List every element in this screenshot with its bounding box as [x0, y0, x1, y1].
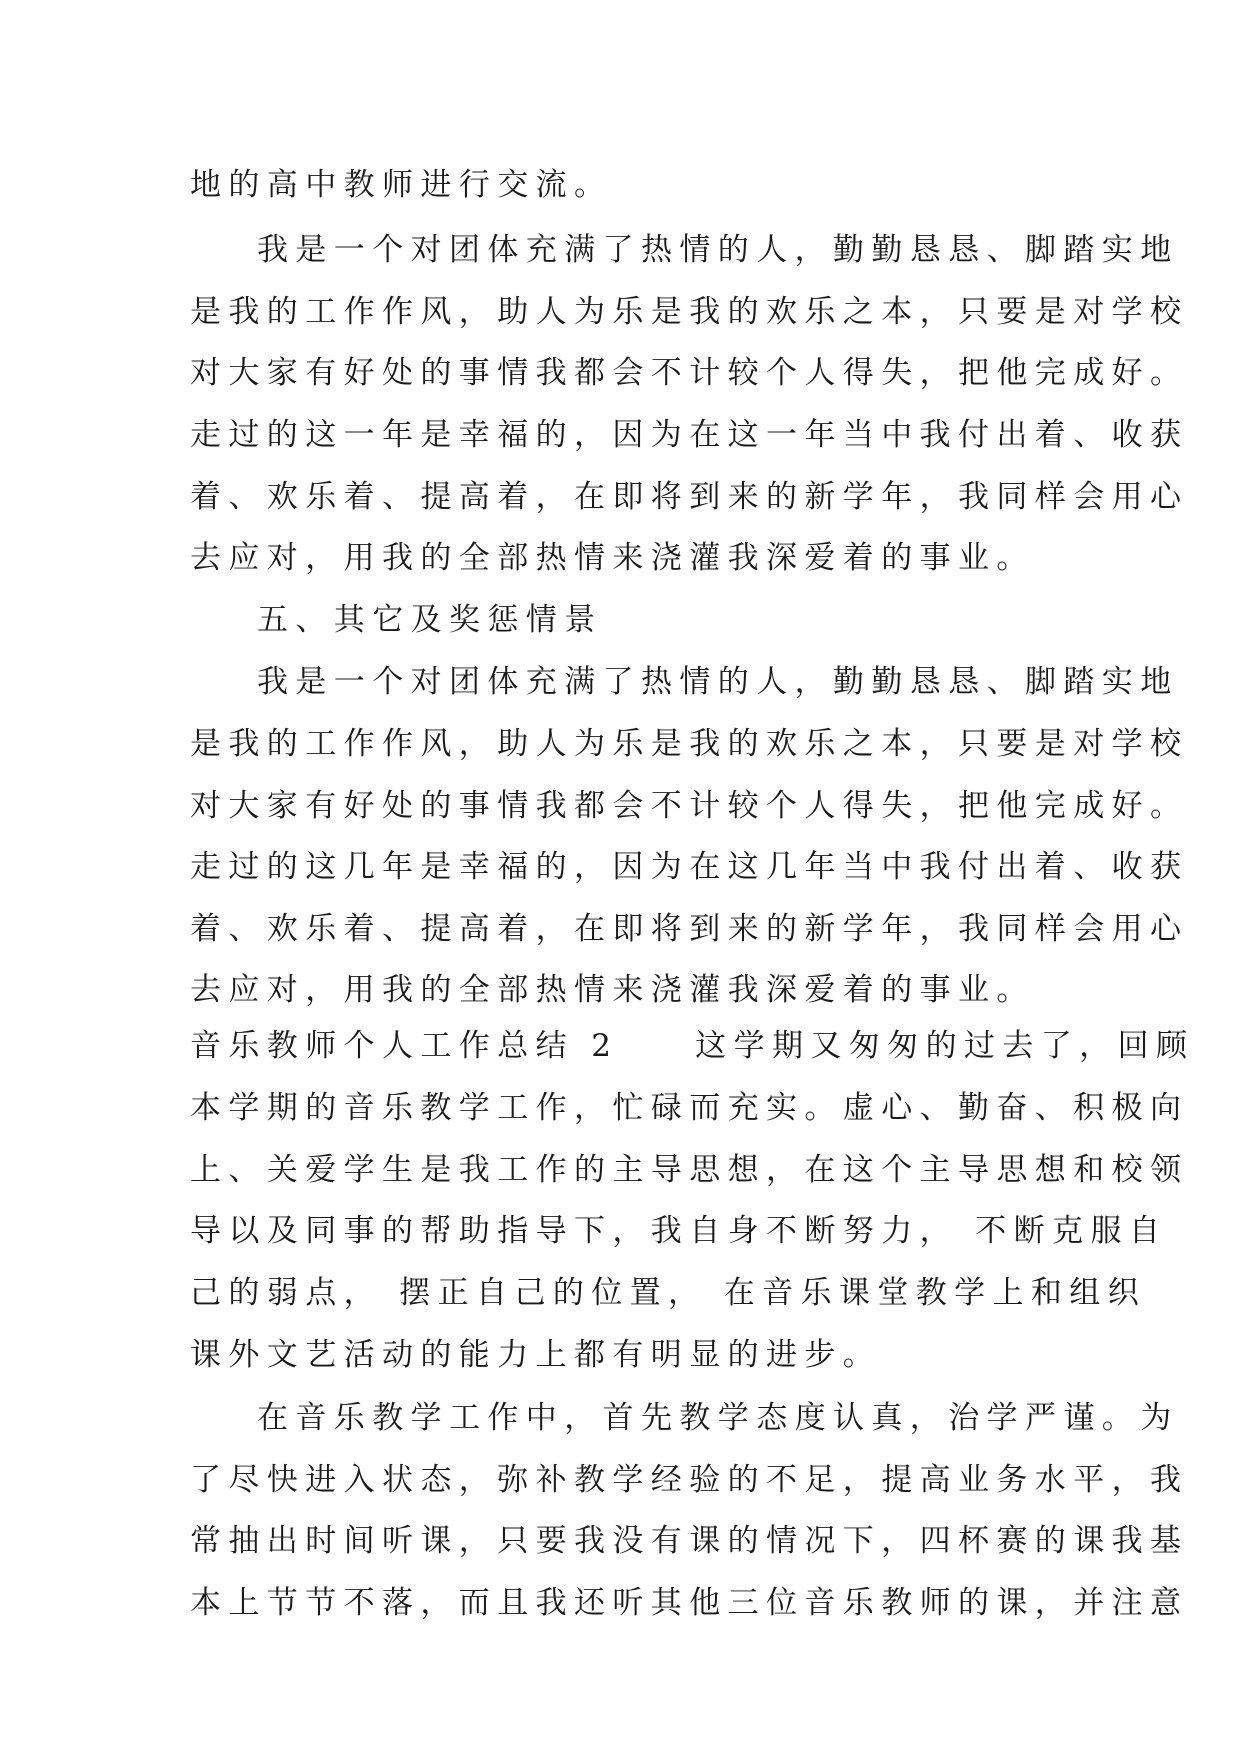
text-line: 去应对，用我的全部热情来浇灌我深爱着的事业。 [190, 972, 1035, 1008]
text-line: 对大家有好处的事情我都会不计较个人得失，把他完成好。 [190, 355, 1189, 391]
text-line: 着、欢乐着、提高着，在即将到来的新学年，我同样会用心 [190, 911, 1189, 947]
text-line: 是我的工作作风，助人为乐是我的欢乐之本，只要是对学校 [190, 294, 1189, 330]
text-line: 了尽快进入状态，弥补教学经验的不足，提高业务水平，我 [190, 1462, 1189, 1498]
article-title-line: 音乐教师个人工作总结 2 这学期又匆匆的过去了，回顾 [190, 1028, 1195, 1064]
text-line: 对大家有好处的事情我都会不计较个人得失，把他完成好。 [190, 788, 1189, 824]
text-line: 走过的这几年是幸福的，因为在这几年当中我付出着、收获 [190, 849, 1189, 885]
text-line: 本学期的音乐教学工作，忙碌而充实。虚心、勤奋、积极向 [190, 1090, 1189, 1126]
text-line: 上、关爱学生是我工作的主导思想，在这个主导思想和校领 [190, 1152, 1189, 1188]
text-line: 是我的工作作风，助人为乐是我的欢乐之本，只要是对学校 [190, 726, 1189, 762]
text-line: 课外文艺活动的能力上都有明显的进步。 [190, 1337, 882, 1373]
paragraph-line: 我是一个对团体充满了热情的人，勤勤恳恳、脚踏实地 [257, 232, 1179, 268]
text-line: 己的弱点， 摆正自己的位置， 在音乐课堂教学上和组织 [190, 1275, 1147, 1311]
text-line: 走过的这一年是幸福的，因为在这一年当中我付出着、收获 [190, 417, 1189, 453]
text-line: 去应对，用我的全部热情来浇灌我深爱着的事业。 [190, 540, 1035, 576]
paragraph-line: 我是一个对团体充满了热情的人，勤勤恳恳、脚踏实地 [257, 664, 1179, 700]
paragraph-line: 在音乐教学工作中，首先教学态度认真，治学严谨。为 [257, 1400, 1179, 1436]
text-line: 导以及同事的帮助指导下，我自身不断努力， 不断克服自 [190, 1213, 1168, 1249]
text-line: 地的高中教师进行交流。 [190, 167, 613, 203]
section-heading: 五、其它及奖惩情景 [257, 602, 603, 638]
text-line: 着、欢乐着、提高着，在即将到来的新学年，我同样会用心 [190, 479, 1189, 515]
text-line: 常抽出时间听课，只要我没有课的情况下，四杯赛的课我基 [190, 1523, 1189, 1559]
text-line: 本上节节不落，而且我还听其他三位音乐教师的课，并注意 [190, 1585, 1189, 1621]
